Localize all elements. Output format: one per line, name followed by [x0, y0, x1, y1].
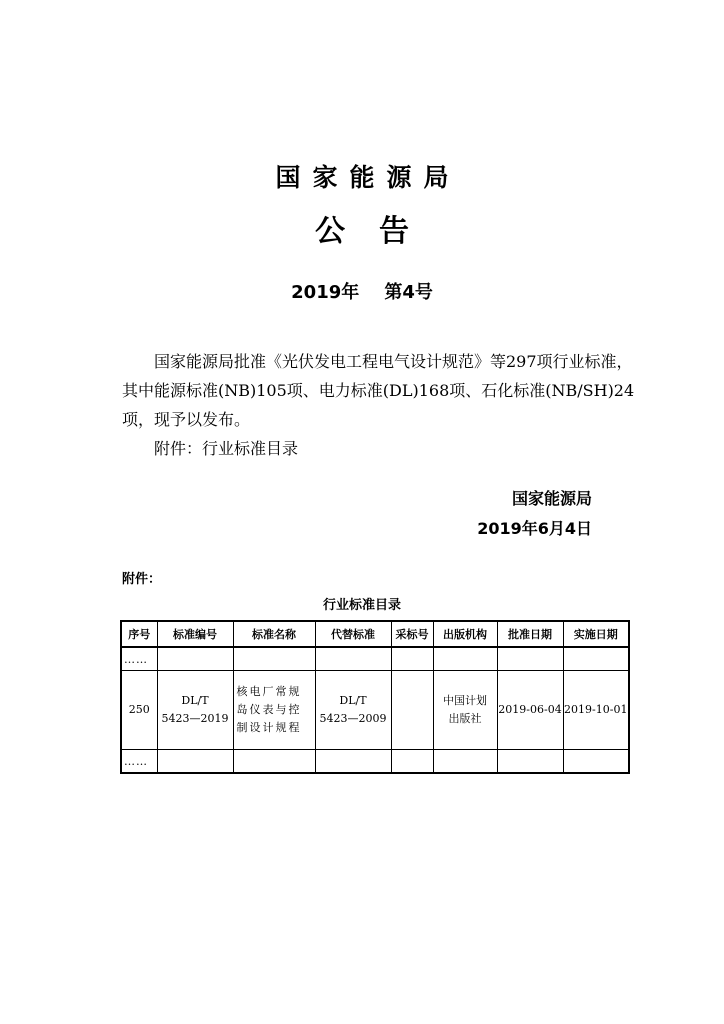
replaces-number: 5423—2009 — [319, 712, 387, 725]
cell-replaces — [315, 671, 391, 750]
col-replaces: 代替标准 — [315, 621, 391, 647]
cell-publisher: 中国计划出版社 — [433, 671, 497, 750]
ellipsis-cell: …… — [121, 647, 157, 671]
std-no-number: 5423—2019 — [161, 712, 229, 725]
table-title: 行业标准目录 — [322, 598, 401, 613]
col-std-name: 标准名称 — [233, 621, 315, 647]
table-row — [121, 671, 629, 750]
ellipsis-cell: …… — [121, 750, 157, 774]
table-header-row — [121, 621, 629, 647]
std-no-prefix: DL/T — [181, 694, 209, 707]
col-adopted: 采标号 — [391, 621, 433, 647]
attachment-label: 附件： — [122, 572, 162, 587]
col-std-no: 标准编号 — [157, 621, 233, 647]
cell-implement-date: 2019-10-01 — [563, 671, 629, 750]
cell-adopted — [391, 671, 433, 750]
col-seq: 序号 — [121, 621, 157, 647]
col-implement-date: 实施日期 — [563, 621, 629, 647]
table-row — [121, 750, 629, 774]
replaces-prefix: DL/T — [339, 694, 367, 707]
announcement-body — [122, 347, 638, 463]
standards-table — [120, 620, 630, 774]
signature-block — [477, 484, 592, 544]
document-issue: 第4号 — [384, 282, 433, 303]
document-number — [0, 278, 724, 304]
body-paragraph: 国家能源局批准《光伏发电工程电气设计规范》等297项行业标准，其中能源标准(NB)105项、电力标准(DL)168项、石化标准(NB/SH)24项，现予以发布。 — [122, 352, 635, 429]
cell-std-name: 核电厂常规岛仪表与控制设计规程 — [233, 671, 315, 750]
signature-date: 2019年6月4日 — [477, 519, 592, 538]
col-approve-date: 批准日期 — [497, 621, 563, 647]
cell-seq: 250 — [121, 671, 157, 750]
col-publisher: 出版机构 — [433, 621, 497, 647]
attachment-note: 附件：行业标准目录 — [154, 439, 299, 458]
document-year: 2019年 — [291, 282, 360, 303]
cell-approve-date: 2019-06-04 — [497, 671, 563, 750]
agency-title: 国家能源局 — [275, 163, 461, 192]
cell-std-no — [157, 671, 233, 750]
signature-agency: 国家能源局 — [511, 489, 592, 508]
announcement-title: 公告 — [315, 214, 443, 249]
table-row — [121, 647, 629, 671]
